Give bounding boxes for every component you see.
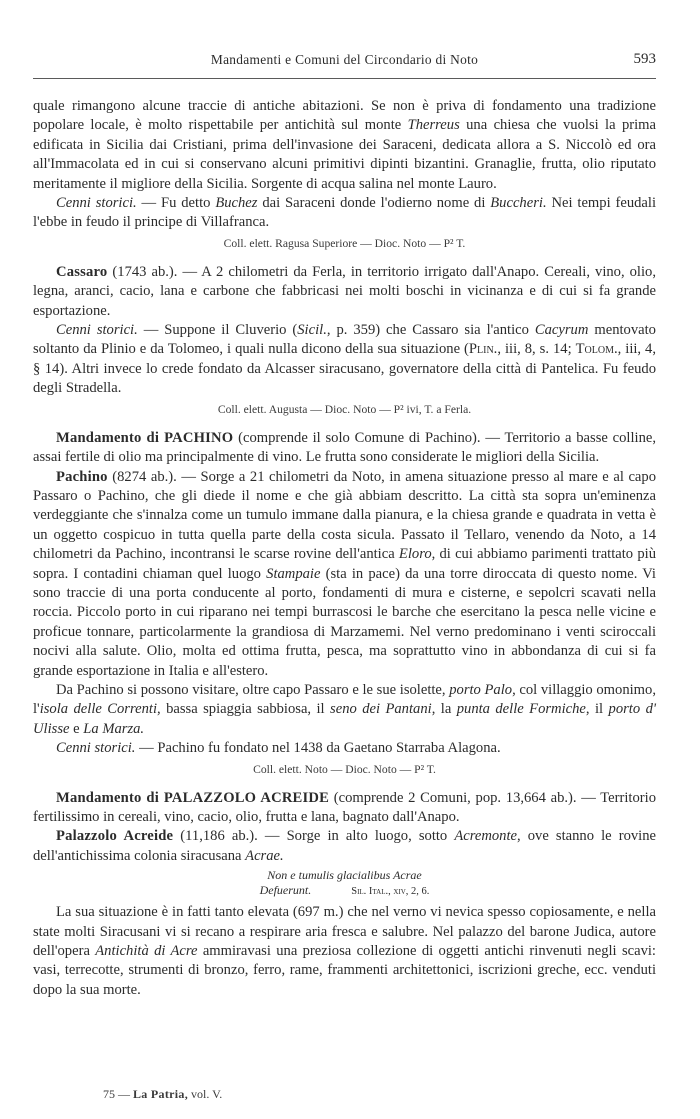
quote-line: Defuerunt. Sil. Ital., xiv, 2, 6. — [259, 883, 430, 898]
paragraph: Mandamento di PALAZZOLO ACREIDE (comprende 2 Comuni, pop. 13,664 ab.). — Territorio fertilissimo in cereali, vino, cacio, olio, frutta e lana, bagnato dall'Anapo. — [33, 789, 656, 825]
paragraph: Cassaro (1743 ab.). — A 2 chilometri da Ferla, in territorio irrigato dall'Anapo. Cereali, vino, olio, legna, aranci, cacio, lana e carbone che fabbricasi nei molti boschi in vicinanza e di cui si fa grande esportazione. — [33, 263, 656, 319]
quote-source: Sil. Ital., xiv, 2, 6. — [351, 886, 430, 898]
paragraph: Da Pachino si possono visitare, oltre capo Passaro e le sue isolette, porto Palo, col villaggio omonimo, l'isola delle Correnti, bassa spiaggia sabbiosa, il seno dei Pantani, la punta delle Formiche, il porto d' Ulisse e La Marza. — [33, 681, 656, 737]
main-text — [33, 97, 656, 1000]
paragraph: Palazzolo Acreide (11,186 ab.). — Sorge in alto luogo, sotto Acremonte, ove stanno le rovine dell'antichissima colonia siracusana Acrae. — [33, 828, 657, 864]
latin-quotation — [33, 868, 656, 899]
paragraph: Mandamento di PACHINO (comprende il solo Comune di Pachino). — Territorio a basse colline, assai fertile di olio ma principalmente di vino. Le frutta sono considerate le migliori della Sicilia. — [33, 429, 657, 466]
running-header — [33, 50, 656, 72]
header-rule — [33, 78, 656, 79]
paragraph: quale rimangono alcune traccie di antiche abitazioni. Se non è priva di fondamento una tradizione popolare locale, è molto rispettabile per antichità sul monte Therreus una chiesa che vuolsi la prima edificata in Sicilia dai Cristiani, prima dell'invasione dei Saraceni, dedicata allora a S. Niccolò ed ora all'Immacolata ed in cui si conservano alcuni primitivi dipinti bizantini. Granaglie, frutta, olio riputato meritamente il migliore della Sicilia. Sorgente di acqua salina nel monte Lauro. — [33, 98, 656, 192]
paragraph: La sua situazione è in fatti tanto elevata (697 m.) che nel verno vi nevica spesso copiosamente, e nella state molti Siracusani vi si recano a respirare aria fresca e salubre. Nel palazzo del barone Judica, autore dell'opera Antichità di Acre ammiravasi una preziosa collezione di oggetti antichi rinvenuti negli scavi: vasi, terrecotte, strumenti di bronzo, ferro, rame, frammenti architettonici, iscrizioni greche, ecc. venduti dopo la sua morte. — [33, 904, 656, 998]
paragraph: Cenni storici. — Fu detto Buchez dai Saraceni donde l'odierno nome di Buccheri. Nei tempi feudali l'ebbe in feudo il principe di Villafranca. — [33, 195, 656, 231]
electoral-note: Coll. elett. Ragusa Superiore — Dioc. Noto — P² T. — [223, 236, 466, 250]
footer-signature: 75 — La Patria, vol. V. — [103, 1087, 223, 1101]
paragraph: Pachino (8274 ab.). — Sorge a 21 chilometri da Noto, in amena situazione presso al mare e al capo Passaro o Pachino, che gli diede il nome e che già abbiam descritto. La città sta sopra un'eminenza verdeggiante che s'innalza come un tumulo immane dalla pianura, e la chiesa grande e quadrata in vetta è un oggetto cospicuo in tutta quella parte della costa sicula. Passato il Tellaro, venendo da Noto, a 14 chilometri da Pachino, incontransi le scarse rovine dell'antica Eloro, di cui abbiamo parimenti trattato più sopra. I contadini chiaman quel luogo Stampaie (sta in pace) da una torre diroccata di questo nome. Vi sono traccie di una porta conducente al porto, fondamenti di mura e cisterne, e sepolcri scavati nella roccia. Piccolo porto in cui riparano nei tempi burrascosi le barche che esercitano la pesca nelle vicine e proficue tonnare, particolarmente la grandiosa di Marzamemi. Nel verno predominano i venti sciroccali nocivi alla salute. Olio, molta ed ottima frutta, pesca, ma soprattutto vino in abbondanza di cui si fa grande esportazione in Italia e all'estero. — [33, 468, 656, 679]
electoral-note: Coll. elett. Augusta — Dioc. Noto — P² ivi, T. a Ferla. — [217, 402, 472, 416]
electoral-note: Coll. elett. Noto — Dioc. Noto — P² T. — [253, 762, 436, 776]
paragraph: Cenni storici. — Suppone il Cluverio (Sicil., p. 359) che Cassaro sia l'antico Cacyrum mentovato soltanto da Plinio e da Tolomeo, i quali nulla dicono della sua situazione (Plin., iii, 8, s. 14; Tolom., iii, 4, § 14). Altri invece lo crede fondato da Alcasser siracusano, governatore della città di Pantelica. Fu feudo degli Stradella. — [33, 322, 657, 397]
header-title: Mandamenti e Comuni del Circondario di Noto — [210, 52, 479, 67]
paragraph: Cenni storici. — Pachino fu fondato nel 1438 da Gaetano Starraba Alagona. — [56, 740, 501, 757]
quote-line: Non e tumulis glacialibus Acrae — [267, 868, 422, 883]
page-number: 593 — [633, 51, 656, 67]
